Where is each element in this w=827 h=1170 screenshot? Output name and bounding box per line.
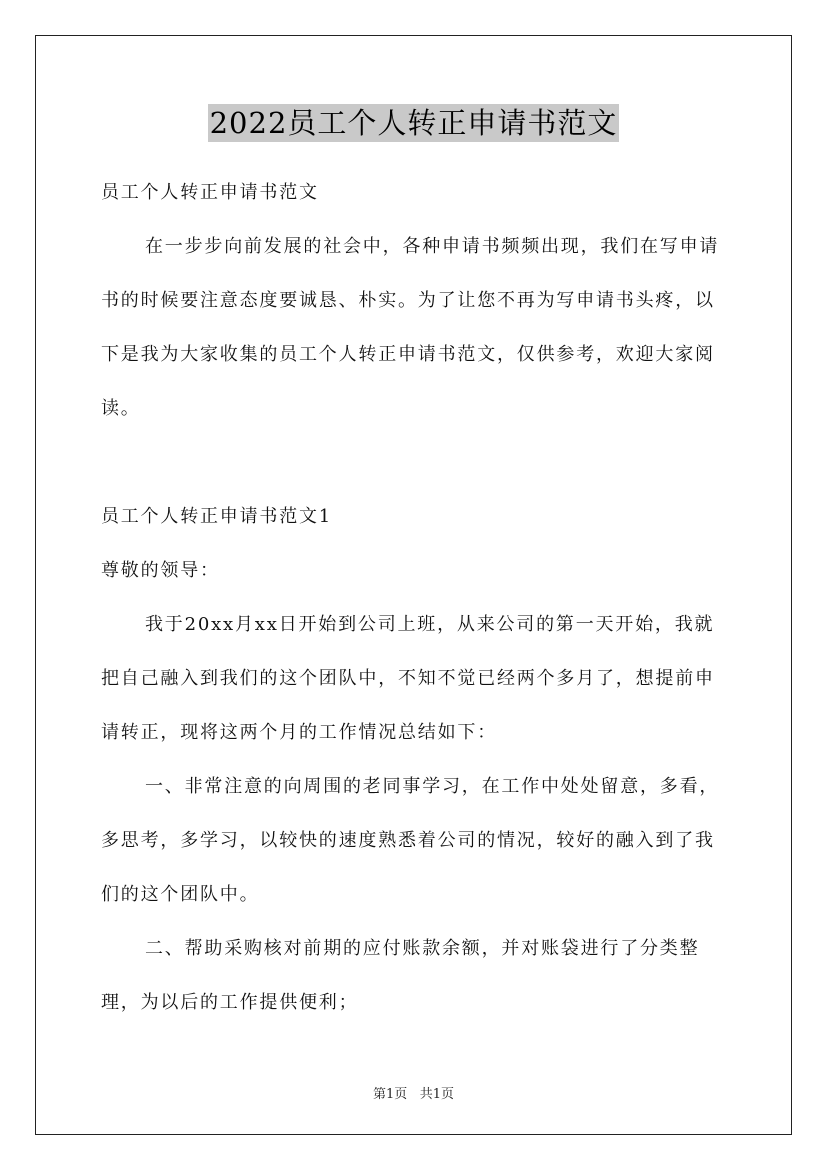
page-footer (0, 1083, 827, 1102)
body-paragraph: 二、帮助采购核对前期的应付账款余额，并对账袋进行了分类整理，为以后的工作提供便利； (101, 938, 700, 1013)
intro-paragraph: 在一步步向前发展的社会中，各种申请书频频出现，我们在写申请书的时候要注意态度要诚恳、朴实。为了让您不再为写申请书头疼，以下是我为大家收集的员工个人转正申请书范文，仅供参考，欢迎大家阅读。 (101, 236, 720, 419)
document-body (101, 166, 731, 1030)
document-title (0, 103, 827, 142)
page-total: 共1页 (419, 1087, 454, 1102)
subtitle-paragraph: 员工个人转正申请书范文 (101, 182, 319, 203)
salutation: 尊敬的领导： (101, 560, 220, 581)
paragraph-gap (101, 436, 731, 490)
section-heading: 员工个人转正申请书范文1 (101, 506, 333, 527)
page-number: 第1页 (373, 1087, 408, 1102)
body-paragraph: 一、非常注意的向周围的老同事学习，在工作中处处留意，多看，多思考，多学习，以较快的速度熟悉着公司的情况，较好的融入到了我们的这个团队中。 (101, 776, 720, 905)
document-title-text: 2022员工个人转正申请书范文 (209, 106, 618, 140)
body-paragraph: 我于20xx月xx日开始到公司上班，从来公司的第一天开始，我就把自己融入到我们的这个团队中，不知不觉已经两个多月了，想提前申请转正，现将这两个月的工作情况总结如下： (101, 614, 715, 743)
